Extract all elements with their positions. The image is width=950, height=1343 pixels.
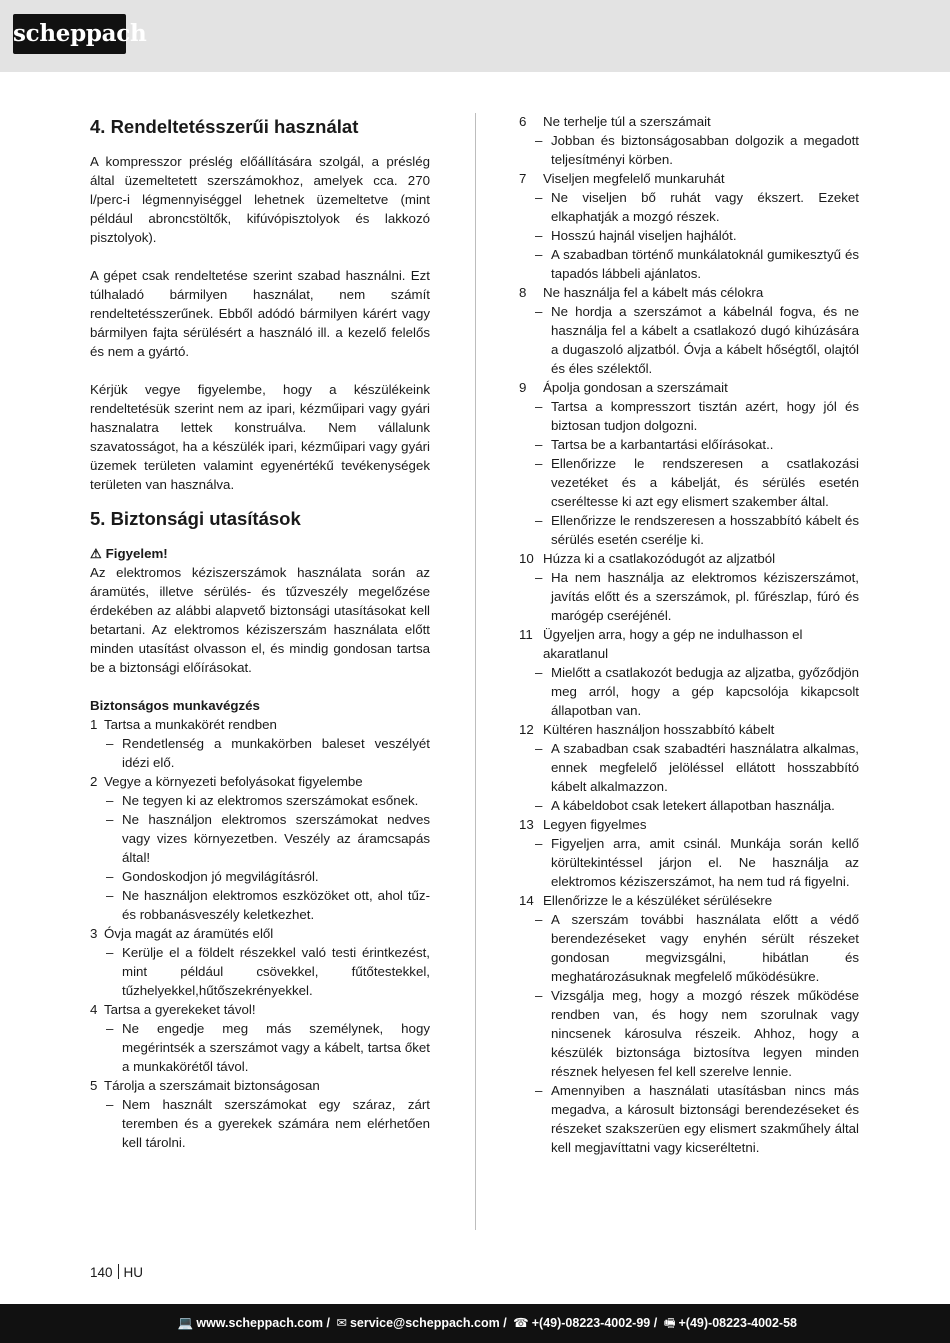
- safety-list-right: [519, 112, 859, 1157]
- safety-subitem: [519, 910, 859, 986]
- safety-item-8: [519, 283, 859, 302]
- safe-work-subheading: Biztonságos munkavégzés: [90, 698, 260, 713]
- safety-item-1: [90, 715, 430, 734]
- dash-bullet-icon: –: [535, 665, 543, 680]
- safety-subitem-text: Ha nem használja az elektromos kéziszerszámot, javítás előtt és a szerszámok, pl. fűrészlap, fúró és marógép cseréjénél.: [551, 570, 859, 623]
- safety-item-9: [519, 378, 859, 397]
- scheppach-logo: scheppach: [13, 14, 126, 54]
- dash-bullet-icon: –: [535, 190, 543, 205]
- safety-item-number: 10: [519, 551, 534, 566]
- right-column: [519, 112, 859, 1157]
- safety-subitem: [519, 986, 859, 1081]
- dash-bullet-icon: –: [106, 736, 114, 751]
- safety-subitem-text: Vizsgálja meg, hogy a mozgó részek működése rendben van, és hogy nem szorulnak vagy nincsenek károsulva részeik. Ahhoz, hogy a készülék biztonsága biztosítva legyen minden résznek helyesen fel kell szerelve lennie.: [551, 988, 859, 1079]
- safety-subitem: [90, 886, 430, 924]
- dash-bullet-icon: –: [106, 812, 114, 827]
- dash-bullet-icon: –: [535, 304, 543, 319]
- safety-subitem: [90, 734, 430, 772]
- safety-subitem: [519, 568, 859, 625]
- safety-item-5: [90, 1076, 430, 1095]
- section-4-paragraph: A kompresszor préslég előállítására szolgál, a préslég által üzemeltetett szerszámokhoz, amelyek cca. 270 l/perc-i légmennyiséggel lehetnek üzemeltetve (mint például abroncstöltők, kifúvópisztolyok és lakkozó pisztolyok).: [90, 154, 430, 245]
- safety-item-number: 3: [90, 926, 98, 941]
- safety-subitem-text: Figyeljen arra, amit csinál. Munkája során kellő körültekintéssel járjon el. Ne használja az elektromos kéziszerszámot, ha nem tud rá figyelni.: [551, 836, 859, 889]
- dash-bullet-icon: –: [535, 836, 543, 851]
- dash-bullet-icon: –: [535, 741, 543, 756]
- safety-item-title: Óvja magát az áramütés elől: [104, 926, 274, 941]
- safety-item-number: 7: [519, 171, 527, 186]
- section-4-title: 4. Rendeltetésszerűi használat: [90, 116, 359, 137]
- dash-bullet-icon: –: [535, 456, 543, 471]
- safety-item-12: [519, 720, 859, 739]
- section-5-title: 5. Biztonsági utasítások: [90, 508, 301, 529]
- page-header: [0, 0, 950, 72]
- attention-heading: [90, 544, 430, 563]
- mail-icon: ✉: [336, 1316, 347, 1330]
- footer-separator: /: [326, 1316, 330, 1330]
- safety-item-number: 2: [90, 774, 98, 789]
- safety-subitem-text: Tartsa a kompresszort tisztán azért, hogy jól és biztosan tudjon dolgozni.: [551, 399, 859, 433]
- safety-subitem: [519, 226, 859, 245]
- safety-subitem: [519, 245, 859, 283]
- safety-subitem-text: Ellenőrizze le rendszeresen a hosszabbító kábelt és sérülés esetén cserélje ki.: [551, 513, 859, 547]
- safety-item-title: Legyen figyelmes: [543, 817, 647, 832]
- dash-bullet-icon: –: [106, 869, 114, 884]
- footer-separator: /: [653, 1316, 658, 1330]
- safety-item-title: Ápolja gondosan a szerszámait: [543, 380, 728, 395]
- safety-item-title: Vegye a környezeti befolyásokat figyelembe: [104, 774, 363, 789]
- safety-subitem-text: Ne használjon elektromos szerszámokat nedves vagy vizes környezetben. Veszély az áramcsapás által!: [122, 812, 430, 865]
- safety-subitem-text: Ne hordja a szerszámot a kábelnál fogva, és ne használja fel a kábelt a csatlakozó dugó kihúzására a dugaszoló aljzatból. Óvja a kábelt hőségtől, olajtól és éles szélektől.: [551, 304, 859, 376]
- dash-bullet-icon: –: [535, 247, 543, 262]
- safety-item-number: 8: [519, 285, 527, 300]
- safety-item-number: 12: [519, 722, 534, 737]
- attention-label: Figyelem!: [105, 546, 168, 561]
- page-language: HU: [123, 1265, 144, 1280]
- footer-phone: +(49)-08223-4002-99: [531, 1316, 651, 1330]
- footer-web[interactable]: www.scheppach.com: [196, 1316, 323, 1330]
- safety-subitem: [519, 397, 859, 435]
- footer-fax: +(49)-08223-4002-58: [678, 1316, 797, 1330]
- section-4-paragraph: Kérjük vegye figyelembe, hogy a készülékeink rendeltetésük szerint nem az ipari, kézműipari vagy gyári hasznalatra lettek konstruálva. Nem vállalunk szavatosságot, ha a készülék ipari, kézműipari vagy gyári üzemek területen valamint egyenértékű tevékenységek területen van használva.: [90, 382, 430, 492]
- safety-item-6: [519, 112, 859, 131]
- safety-subitem-text: Hosszú hajnál viseljen hajhálót.: [551, 228, 737, 243]
- safety-item-4: [90, 1000, 430, 1019]
- safety-subitem: [519, 188, 859, 226]
- safety-item-title: Viseljen megfelelő munkaruhát: [543, 171, 725, 186]
- safety-subitem-text: Gondoskodjon jó megvilágításról.: [122, 869, 319, 884]
- safety-item-2: [90, 772, 430, 791]
- safety-item-number: 5: [90, 1078, 98, 1093]
- safety-item-title: Ne terhelje túl a szerszámait: [543, 114, 711, 129]
- safety-subitem: [519, 796, 859, 815]
- attention-text: Az elektromos kéziszerszámok használata során az áramütés, illetve sérülés- és tűzveszély megelőzése érdekében az alábbi alapvető biztonsági utasításokat kell betartani. Az elektromos kéziszerszám használata előtt minden utasítást olvasson el, és mindig gondosan tartsa be a biztonsági előírásokat.: [90, 565, 430, 675]
- page-number-separator: [118, 1264, 119, 1279]
- footer-separator: /: [503, 1316, 507, 1330]
- safety-subitem-text: A szabadban történő munkálatoknál gumikesztyű és tapadós lábbeli ajánlatos.: [551, 247, 859, 281]
- page-number: [90, 1264, 143, 1280]
- safety-item-7: [519, 169, 859, 188]
- safety-subitem-text: Ne engedje meg más személynek, hogy megérintsék a szerszámot vagy a kábelt, tartsa őket a munkakörétől távol.: [122, 1021, 430, 1074]
- safety-item-number: 4: [90, 1002, 98, 1017]
- safety-subitem: [519, 131, 859, 169]
- safety-item-3: [90, 924, 430, 943]
- left-column: [90, 112, 430, 1152]
- safety-subitem: [90, 867, 430, 886]
- safety-subitem-text: A szabadban csak szabadtéri használatra alkalmas, ennek megfelelő jelöléssel ellátott hosszabbító kábelt alkalmazzon.: [551, 741, 859, 794]
- column-divider: [475, 113, 476, 1230]
- safety-subitem: [90, 1095, 430, 1152]
- safety-item-title: Kültéren használjon hosszabbító kábelt: [543, 722, 775, 737]
- safety-subitem-text: Jobban és biztonságosabban dolgozik a megadott teljesítményi körben.: [551, 133, 859, 167]
- dash-bullet-icon: –: [106, 888, 114, 903]
- safety-item-10: [519, 549, 859, 568]
- dash-bullet-icon: –: [535, 399, 543, 414]
- safety-subitem-text: Nem használt szerszámokat egy száraz, zárt teremben és a gyerekek számára nem elérhetően kell tárolni.: [122, 1097, 430, 1150]
- safety-list-left: [90, 715, 430, 1152]
- safety-subitem-text: Ellenőrizze le rendszeresen a csatlakozási vezetéket és a kábelját, és sérülés esetén cseréltesse ki azt egy elismert szakember által.: [551, 456, 859, 509]
- safety-subitem-text: Mielőtt a csatlakozót bedugja az aljzatba, győződjön meg arról, hogy a gép kapcsolója kikapcsolt állapotban van.: [551, 665, 859, 718]
- safety-item-title: Ügyeljen arra, hogy a gép ne indulhasson el akaratlanul: [543, 627, 803, 661]
- safety-subitem: [519, 511, 859, 549]
- safety-item-number: 1: [90, 717, 98, 732]
- safety-subitem: [519, 663, 859, 720]
- safety-subitem-text: Amennyiben a használati utasításban nincs más megadva, a károsult biztonsági berendezéseket és részeket szakszerüen egy elismert szakműhely által kell megjavíttatni vagy kicseréltetni.: [551, 1083, 859, 1155]
- safety-item-number: 9: [519, 380, 527, 395]
- dash-bullet-icon: –: [535, 437, 543, 452]
- dash-bullet-icon: –: [535, 988, 543, 1003]
- safety-item-number: 11: [519, 627, 533, 642]
- safety-item-title: Tartsa a munkakörét rendben: [104, 717, 277, 732]
- safety-item-number: 14: [519, 893, 534, 908]
- safety-subitem: [519, 435, 859, 454]
- safety-subitem-text: Kerülje el a földelt részekkel való testi érintkezést, mint például csövekkel, fűtőtestekkel, tűzhelyekkel,hűtőszekrényekkel.: [122, 945, 430, 998]
- dash-bullet-icon: –: [535, 570, 543, 585]
- dash-bullet-icon: –: [535, 798, 543, 813]
- dash-bullet-icon: –: [106, 945, 114, 960]
- safety-item-number: 13: [519, 817, 534, 832]
- phone-icon: ☎: [513, 1316, 529, 1330]
- safety-subitem-text: Ne viseljen bő ruhát vagy ékszert. Ezeket elkaphatják a mozgó részek.: [551, 190, 859, 224]
- safety-item-11: [519, 625, 859, 663]
- safety-item-14: [519, 891, 859, 910]
- safety-item-title: Ne használja fel a kábelt más célokra: [543, 285, 764, 300]
- page-footer: [0, 1304, 950, 1343]
- dash-bullet-icon: –: [106, 793, 114, 808]
- safety-item-number: 6: [519, 114, 527, 129]
- dash-bullet-icon: –: [535, 228, 543, 243]
- safety-subitem: [519, 454, 859, 511]
- dash-bullet-icon: –: [535, 513, 543, 528]
- safety-subitem: [519, 834, 859, 891]
- dash-bullet-icon: –: [535, 912, 543, 927]
- safety-subitem-text: A kábeldobot csak letekert állapotban használja.: [551, 798, 835, 813]
- safety-subitem-text: Tartsa be a karbantartási előírásokat..: [551, 437, 774, 452]
- safety-subitem: [90, 1019, 430, 1076]
- safety-subitem: [519, 302, 859, 378]
- safety-subitem-text: A szerszám további használata előtt a védő berendezéseket vagy enyhén sérült részeket gondosan megvizsgálni, hibátlan és meghatározásuknak megfelelő működésükre.: [551, 912, 859, 984]
- safety-subitem-text: Ne használjon elektromos eszközöket ott, ahol tűz- és robbanásveszély keletkezhet.: [122, 888, 430, 922]
- computer-icon: 💻: [177, 1316, 194, 1330]
- safety-subitem-text: Rendetlenség a munkakörben baleset veszélyét idézi elő.: [122, 736, 430, 770]
- safety-item-title: Tartsa a gyerekeket távol!: [104, 1002, 256, 1017]
- page-number-value: 140: [90, 1265, 113, 1280]
- dash-bullet-icon: –: [535, 1083, 543, 1098]
- safety-subitem: [519, 739, 859, 796]
- safety-item-title: Ellenőrizze le a készüléket sérülésekre: [543, 893, 773, 908]
- safety-item-title: Húzza ki a csatlakozódugót az aljzatból: [543, 551, 776, 566]
- safety-subitem: [519, 1081, 859, 1157]
- safety-subitem: [90, 810, 430, 867]
- safety-subitem-text: Ne tegyen ki az elektromos szerszámokat esőnek.: [122, 793, 419, 808]
- safety-item-13: [519, 815, 859, 834]
- section-4-paragraph: A gépet csak rendeltetése szerint szabad használni. Ezt túlhaladó bármilyen használat, nem számít rendeltetésszerűnek. Ebből adódó bármilyen kárért vagy bármilyen fajta sérülésért a használó ill. a kezelő felelős és nem a gyártó.: [90, 268, 430, 359]
- footer-email[interactable]: service@scheppach.com: [349, 1316, 500, 1330]
- safety-item-title: Tárolja a szerszámait biztonságosan: [104, 1078, 320, 1093]
- dash-bullet-icon: –: [106, 1097, 114, 1112]
- warning-triangle-icon: ⚠: [90, 546, 102, 561]
- dash-bullet-icon: –: [535, 133, 543, 148]
- dash-bullet-icon: –: [106, 1021, 114, 1036]
- fax-icon: 🖷: [663, 1316, 676, 1330]
- safety-subitem: [90, 943, 430, 1000]
- safety-subitem: [90, 791, 430, 810]
